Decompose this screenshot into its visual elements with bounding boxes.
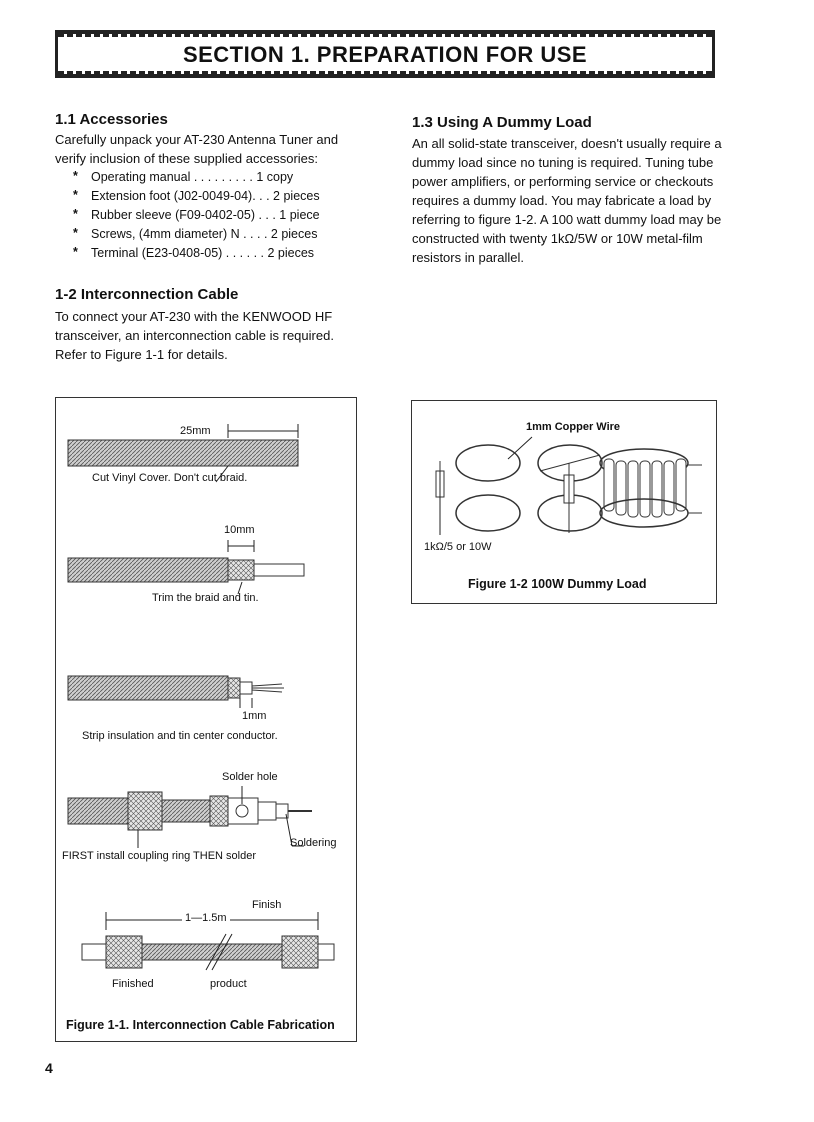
step1-dimension: 25mm: [180, 425, 211, 437]
list-item: * Terminal (E23-0408-05) . . . . . . 2 pieces: [55, 244, 375, 263]
list-item: * Screws, (4mm diameter) N . . . . 2 pieces: [55, 225, 375, 244]
figure-1-2-caption: Figure 1-2 100W Dummy Load: [468, 577, 647, 591]
copper-wire-label: 1mm Copper Wire: [526, 421, 621, 433]
figure-1-2: [411, 400, 717, 604]
finished-label: Finished: [112, 978, 154, 990]
section-banner: [55, 30, 715, 78]
dummy-load-heading: 1.3 Using A Dummy Load: [412, 114, 592, 131]
accessories-intro: Carefully unpack your AT-230 Antenna Tuner and verify inclusion of these supplied accessories:: [55, 132, 339, 166]
list-item: * Extension foot (J02-0049-04). . . 2 pieces: [55, 187, 375, 206]
list-item: * Rubber sleeve (F09-0402-05) . . . 1 piece: [55, 206, 375, 225]
figure-1-1-caption: Figure 1-1. Interconnection Cable Fabrication: [66, 1018, 335, 1032]
length-dimension: 1—1.5m: [182, 912, 230, 924]
dummy-load-body: An all solid-state transceiver, doesn't usually require a dummy load since no tuning is required. Tuning tube power amplifiers, or performing service or checkouts requires a dummy load. You may fabricate a load by referring to figure 1-2. A 100 watt dummy load may be constructed with twenty 1kΩ/5W or 10W metal-film resistors in parallel.: [412, 136, 722, 265]
accessories-list: [55, 168, 375, 263]
section-title: SECTION 1. PREPARATION FOR USE: [182, 42, 588, 67]
cable-step-2-diagram: [56, 538, 358, 618]
interconnection-body: To connect your AT-230 with the KENWOOD HF transceiver, an interconnection cable is required. Refer to Figure 1-1 for details.: [55, 309, 334, 362]
step1-caption: Cut Vinyl Cover. Don't cut braid.: [92, 472, 248, 484]
figure-1-1: [55, 397, 357, 1042]
product-label: product: [210, 978, 247, 990]
step3-dimension: 1mm: [242, 710, 267, 722]
interconnection-heading: 1-2 Interconnection Cable: [55, 286, 239, 303]
finish-label: Finish: [252, 899, 282, 911]
list-item: * Operating manual . . . . . . . . . 1 copy: [55, 168, 375, 187]
resistor-label: 1kΩ/5 or 10W: [424, 541, 492, 553]
step4-caption: FIRST install coupling ring THEN solder: [62, 850, 257, 862]
page-number: 4: [45, 1060, 53, 1076]
step2-dimension: 10mm: [224, 524, 255, 536]
soldering-label: Soldering: [290, 837, 337, 849]
step3-caption: Strip insulation and tin center conductor.: [82, 730, 278, 742]
solder-hole-label: Solder hole: [222, 771, 278, 783]
step2-caption: Trim the braid and tin.: [152, 592, 259, 604]
accessories-heading: 1.1 Accessories: [55, 111, 168, 128]
cable-step-3-diagram: [56, 668, 358, 738]
